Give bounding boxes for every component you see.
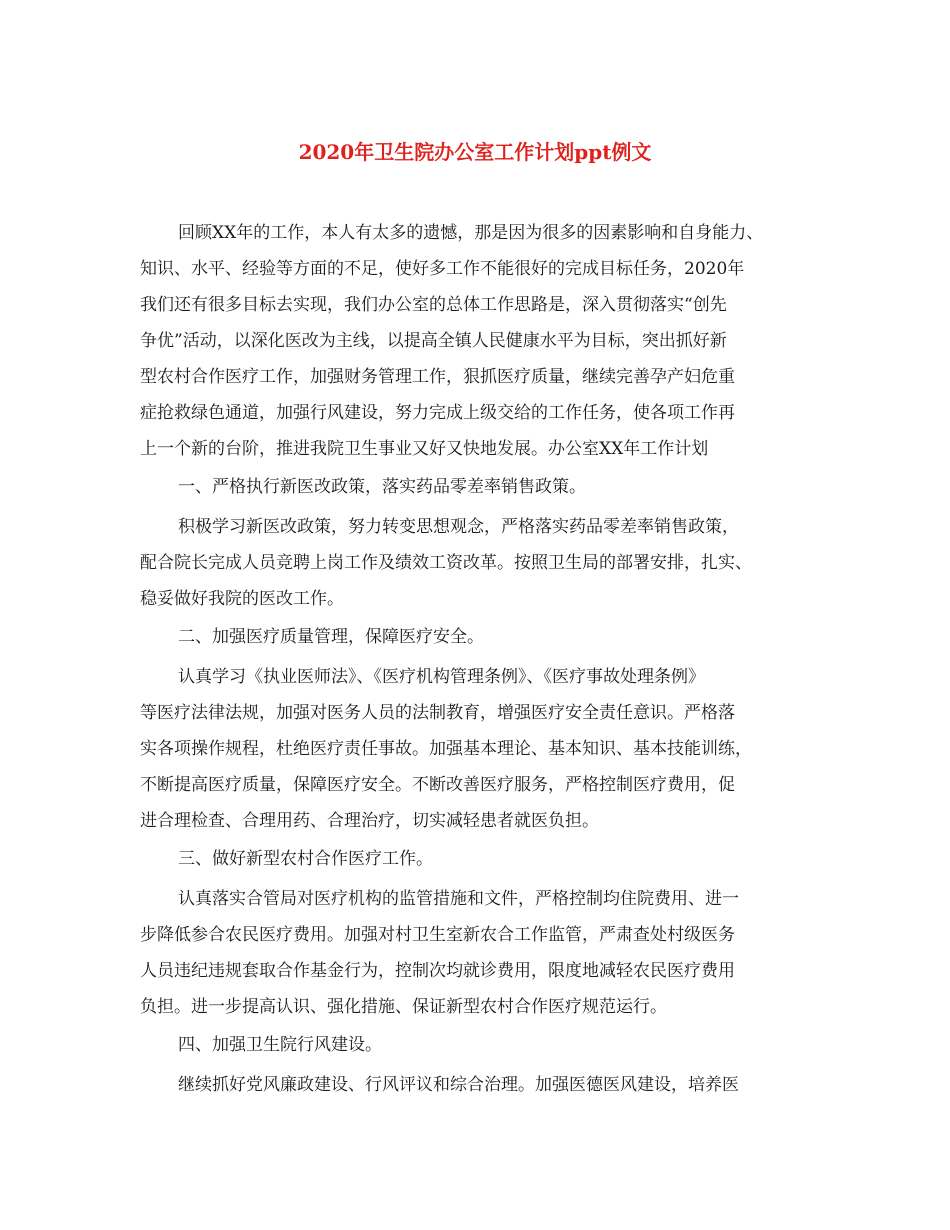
paragraph-line: 等医疗法律法规，加强对医务人员的法制教育，增强医疗安全责任意识。严格落 bbox=[140, 703, 735, 723]
paragraph-line: 型农村合作医疗工作，加强财务管理工作，狠抓医疗质量，继续完善孕产妇危重 bbox=[140, 367, 735, 387]
paragraph-line: 不断提高医疗质量，保障医疗安全。不断改善医疗服务，严格控制医疗费用，促 bbox=[140, 775, 735, 795]
paragraph-line: 认真落实合管局对医疗机构的监管措施和文件，严格控制均住院费用、进一 bbox=[178, 889, 739, 909]
paragraph-line: 步降低参合农民医疗费用。加强对村卫生室新农合工作监管，严肃查处村级医务 bbox=[140, 925, 735, 945]
section-heading: 三、做好新型农村合作医疗工作。 bbox=[178, 849, 433, 869]
paragraph-line: 稳妥做好我院的医改工作。 bbox=[140, 589, 344, 609]
document-title: 2020年卫生院办公室工作计划ppt例文 bbox=[298, 140, 652, 164]
paragraph-line: 实各项操作规程，杜绝医疗责任事故。加强基本理论、基本知识、基本技能训练， bbox=[140, 739, 752, 759]
paragraph-line: 积极学习新医改政策，努力转变思想观念，严格落实药品零差率销售政策， bbox=[178, 517, 739, 537]
paragraph-line: 认真学习《执业医师法》、《医疗机构管理条例》、《医疗事故处理条例》 bbox=[178, 667, 705, 687]
paragraph-line: 继续抓好党风廉政建设、行风评议和综合治理。加强医德医风建设，培养医 bbox=[178, 1075, 739, 1095]
paragraph-line: 知识、水平、经验等方面的不足，使好多工作不能很好的完成目标任务，2020年 bbox=[140, 259, 745, 279]
paragraph-line: 症抢救绿色通道，加强行风建设，努力完成上级交给的工作任务，使各项工作再 bbox=[140, 403, 735, 423]
paragraph-line: 进合理检查、合理用药、合理治疗，切实减轻患者就医负担。 bbox=[140, 811, 599, 831]
section-heading: 一、严格执行新医改政策，落实药品零差率销售政策。 bbox=[178, 477, 586, 497]
paragraph-line: 回顾XX年的工作，本人有太多的遗憾，那是因为很多的因素影响和自身能力、 bbox=[178, 223, 764, 243]
paragraph-line: 负担。进一步提高认识、强化措施、保证新型农村合作医疗规范运行。 bbox=[140, 997, 667, 1017]
paragraph-line: 人员违纪违规套取合作基金行为，控制次均就诊费用，限度地减轻农民医疗费用 bbox=[140, 961, 735, 981]
paragraph-line: 我们还有很多目标去实现，我们办公室的总体工作思路是，深入贯彻落实“创先 bbox=[140, 295, 727, 315]
paragraph-line: 争优”活动，以深化医改为主线，以提高全镇人民健康水平为目标，突出抓好新 bbox=[140, 331, 727, 351]
paragraph-line: 上一个新的台阶，推进我院卫生事业又好又快地发展。办公室XX年工作计划 bbox=[140, 439, 709, 459]
section-heading: 四、加强卫生院行风建设。 bbox=[178, 1035, 382, 1055]
section-heading: 二、加强医疗质量管理，保障医疗安全。 bbox=[178, 627, 484, 647]
paragraph-line: 配合院长完成人员竞聘上岗工作及绩效工资改革。按照卫生局的部署安排，扎实、 bbox=[140, 553, 752, 573]
